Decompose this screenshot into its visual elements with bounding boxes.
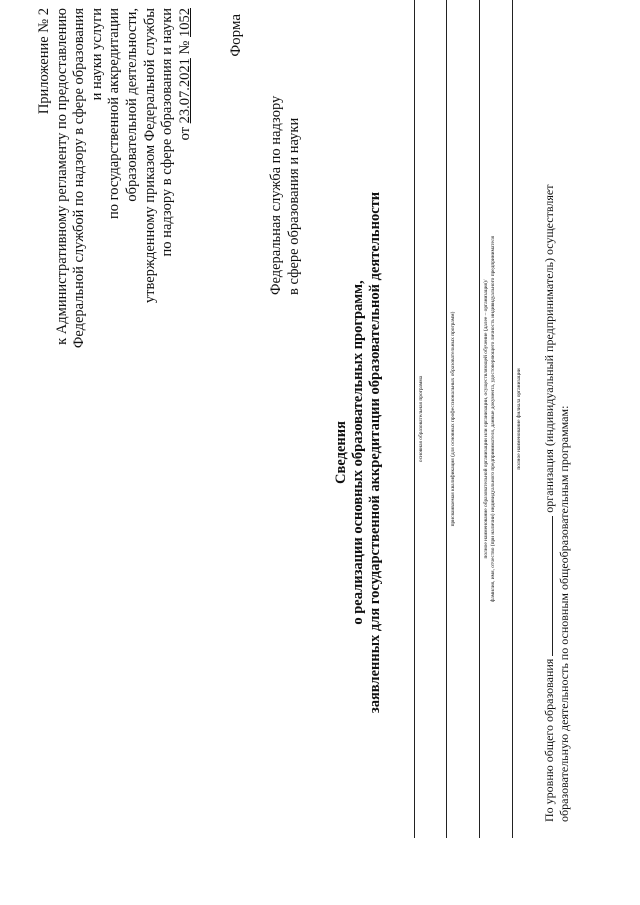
order-date: 23.07.2021 bbox=[176, 58, 193, 124]
education-level-field[interactable] bbox=[541, 516, 553, 656]
agency-line-2: в сфере образования и науки bbox=[285, 117, 302, 295]
agency-block bbox=[268, 96, 303, 295]
program-caption: основная образовательная программа bbox=[418, 375, 424, 463]
organization-caption-1: полное наименование образовательной организации или организации, осуществляющей обучение (далее – организация)/ bbox=[483, 279, 489, 559]
appendix-line: утвержденному приказом Федеральной службы bbox=[141, 8, 158, 304]
form-label: Форма bbox=[228, 14, 244, 57]
branch-field-line bbox=[512, 0, 513, 838]
branch-caption: полное наименование филиала организации bbox=[516, 368, 522, 470]
appendix-header bbox=[36, 8, 194, 348]
organization-field-line bbox=[479, 0, 480, 838]
level-suffix: организация (индивидуальный предприниматель) осуществляет bbox=[542, 184, 556, 513]
order-reference bbox=[177, 8, 195, 348]
appendix-line: Приложение № 2 bbox=[36, 8, 52, 115]
order-number: 1052 bbox=[176, 8, 193, 37]
organization-caption-2: фамилия, имя, отчество (при наличии) индивидуального предпринимателя, данные документа, удостоверяющего личность индивидуального предпринимателя bbox=[490, 235, 496, 603]
order-prefix: от bbox=[176, 126, 193, 141]
qualification-caption: присваиваемая квалификация (для основных профессиональных образовательных программ) bbox=[450, 311, 456, 527]
title-line-2: о реализации основных образовательных программ, bbox=[350, 280, 366, 625]
title-line-1: Сведения bbox=[333, 421, 349, 484]
document-title bbox=[333, 0, 384, 905]
appendix-line: и науки услуги bbox=[88, 8, 105, 101]
appendix-line: по надзору в сфере образования и науки bbox=[159, 8, 176, 257]
title-line-3: заявленных для государственной аккредитации образовательной деятельности bbox=[367, 191, 383, 714]
education-level-line bbox=[541, 185, 556, 822]
appendix-line: Федеральной службой по надзору в сфере образования bbox=[71, 8, 88, 349]
agency-line-1: Федеральная служба по надзору bbox=[268, 95, 284, 295]
qualification-field-line bbox=[446, 0, 447, 838]
appendix-line: образовательной деятельности, bbox=[123, 8, 140, 202]
order-number-prefix: № bbox=[176, 40, 193, 55]
program-field-line bbox=[414, 0, 415, 838]
appendix-line: к Административному регламенту по предоставлению bbox=[53, 8, 70, 345]
appendix-line: по государственной аккредитации bbox=[106, 8, 123, 219]
education-activity-line: образовательную деятельность по основным общеобразовательным программам: bbox=[557, 405, 571, 822]
level-prefix: По уровню общего образования bbox=[542, 658, 556, 822]
